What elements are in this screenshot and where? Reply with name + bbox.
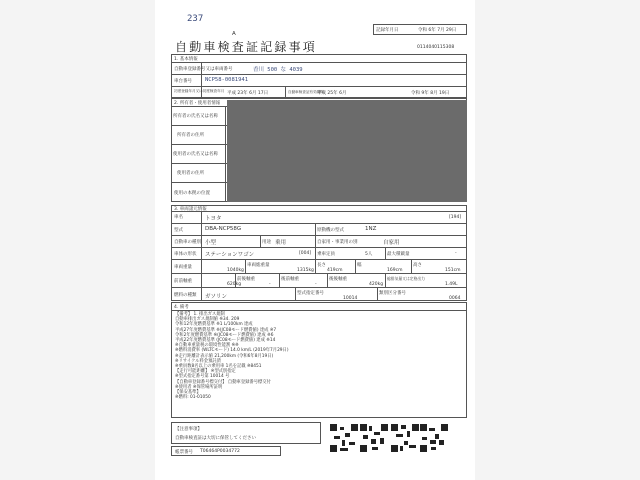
body-code: [004] bbox=[299, 251, 312, 256]
record-number-box bbox=[171, 446, 281, 456]
record-number-value: T06464P0034772 bbox=[200, 449, 240, 454]
handwritten-number: 237 bbox=[187, 14, 204, 24]
rear-axle-value: 420kg bbox=[369, 282, 384, 287]
remarks-line: 平成22年度燃費基準 (JC08モード燃費値) 達成 ※14 bbox=[175, 338, 276, 344]
body-label: 車体の形状 bbox=[174, 252, 197, 257]
maxload-label: 最大積載量 bbox=[387, 252, 410, 257]
fuel-label: 燃料の種類 bbox=[174, 293, 197, 298]
purpose-label: 自家用・事業用の別 bbox=[317, 240, 358, 245]
first-registration-value: 平成 23年 6月 17日 bbox=[227, 91, 269, 96]
user-name-label: 使用者の氏名又は名称 bbox=[173, 152, 218, 157]
owner-address-label: 所有者の住所 bbox=[177, 133, 204, 138]
validity-end-value: 令和 9年 8月 19日 bbox=[411, 91, 450, 96]
remarks-line: 自動車排出ガス規制値 ※34. 209 bbox=[175, 317, 240, 323]
length-value: 419cm bbox=[327, 268, 343, 273]
vin-value: NCP58-0081941 bbox=[205, 77, 249, 83]
length-label: 長さ bbox=[317, 263, 326, 268]
remarks-line: ※型式指定番号第 10014 号 bbox=[175, 374, 230, 380]
remarks-line: ※リサイクル料金預託済 bbox=[175, 358, 221, 364]
section-basic-heading: 1. 基本情報 bbox=[174, 57, 198, 62]
document-number: 0114040115308 bbox=[417, 45, 455, 50]
type-value: 小型 bbox=[205, 240, 217, 246]
category-value: 0064 bbox=[449, 296, 461, 301]
notes-heading: 【注意事項】 bbox=[175, 427, 202, 432]
record-date-value: 令和 6年 7月 29日 bbox=[418, 28, 457, 33]
maker-code: [194] bbox=[449, 215, 462, 220]
document-page bbox=[155, 0, 475, 480]
remarks-text bbox=[175, 312, 289, 400]
remarks-line: ※使用者 ※保管場所証明 bbox=[175, 384, 223, 390]
vin-label: 車台番号 bbox=[174, 79, 192, 84]
capacity-label: 乗車定員 bbox=[317, 252, 335, 257]
gross-weight-value: 1315kg bbox=[297, 268, 314, 273]
maker-label: 車名 bbox=[174, 215, 183, 220]
registration-label: 自動車登録番号又は車両番号 bbox=[174, 67, 233, 72]
capacity-value: 5人 bbox=[365, 252, 373, 257]
validity-label: 自動車検査証有効期間 bbox=[288, 90, 324, 94]
base-location-label: 使用の本拠の位置 bbox=[174, 191, 210, 196]
displacement-label: 総排気量又は定格出力 bbox=[387, 276, 425, 281]
rear-axle-label: 後後軸重 bbox=[329, 277, 347, 282]
corner-mark: A bbox=[232, 31, 236, 37]
remarks-line: 平成27年度燃費基準 ※(JC08モード燃費値) 達成 ※7 bbox=[175, 327, 277, 333]
remarks-line: 【備考】 1. 排出ガス規制 bbox=[175, 312, 225, 317]
owner-name-label: 所有者の氏名又は名称 bbox=[173, 114, 218, 119]
record-date-box bbox=[373, 24, 467, 35]
remarks-line: ※乗員数8名以上の乗用車 1名を記載 ※8451 bbox=[175, 364, 262, 370]
maxload-value: - bbox=[455, 251, 457, 256]
remarks-line: ※燃料消費率 (WLTCモード) 14.0 km/L (2019年7月29日) bbox=[175, 348, 289, 354]
qr-code-3 bbox=[391, 424, 419, 452]
model-label: 型式 bbox=[174, 228, 183, 233]
width-value: 169cm bbox=[387, 268, 403, 273]
model-value: DBA-NCP58G bbox=[205, 226, 242, 232]
ff-axle-value: - bbox=[269, 282, 271, 287]
record-date-label: 記録年月日 bbox=[376, 28, 399, 33]
engine-label: 原動機の型式 bbox=[317, 228, 344, 233]
height-value: 151cm bbox=[445, 268, 461, 273]
remarks-line: 令和2年度燃費基準 ※(JC08モード燃費値) 達成 ※6 bbox=[175, 332, 274, 338]
front-axle-label: 前前軸重 bbox=[174, 279, 192, 284]
engine-value: 1NZ bbox=[365, 226, 377, 232]
ff-axle-label: 前後軸重 bbox=[237, 277, 255, 282]
remarks-line: ※燃料: 01-01050 bbox=[175, 395, 211, 401]
maker-value: トヨタ bbox=[205, 216, 222, 222]
use-value: 乗用 bbox=[275, 240, 287, 246]
front-axle-value: 620kg bbox=[227, 282, 242, 287]
document-title: 自動車検査証記録事項 bbox=[175, 40, 318, 54]
remarks-line: 【保安基準】 bbox=[175, 390, 201, 396]
type-label: 自動車の種別 bbox=[174, 240, 201, 245]
weight-value: 1040kg bbox=[227, 268, 244, 273]
purpose-value: 自家用 bbox=[383, 240, 400, 246]
notes-box bbox=[171, 422, 321, 444]
gross-weight-label: 車両総重量 bbox=[247, 263, 270, 268]
first-registration-label: 初度登録年月又は初度検査年月 bbox=[174, 89, 225, 93]
category-label: 類別区分番号 bbox=[379, 291, 406, 296]
section-owner-heading: 2. 所有者・使用者情報 bbox=[174, 101, 221, 106]
qr-code-4 bbox=[420, 424, 448, 452]
remarks-line: 【走行可能距離】 ※型式別指定 bbox=[175, 369, 236, 375]
remarks-line: 令和12年度燃費基準 ※1 L/100km 達成 bbox=[175, 322, 253, 328]
section-vehicle-heading: 3. 車両諸元情報 bbox=[174, 207, 207, 212]
redacted-block bbox=[227, 100, 467, 202]
remarks-line: 【自動車登録番号標交付】 自動車登録番号標交付 bbox=[175, 379, 271, 385]
section-remarks-heading: 4. 備考 bbox=[174, 305, 189, 310]
validity-start-value: 平成 25年 6月 bbox=[317, 91, 347, 96]
body-value: ステーションワゴン bbox=[205, 252, 255, 258]
weight-label: 車両重量 bbox=[174, 265, 192, 270]
approval-label: 型式指定番号 bbox=[297, 291, 324, 296]
rf-axle-value: - bbox=[315, 282, 317, 287]
height-label: 高さ bbox=[413, 263, 422, 268]
approval-value: 10014 bbox=[343, 296, 358, 301]
notes-text: 自動車検査証は大切に保管してください bbox=[175, 436, 256, 441]
displacement-value: 1.49L bbox=[445, 282, 458, 287]
qr-code-1 bbox=[330, 424, 358, 452]
registration-value: 香川 500 な 4039 bbox=[253, 67, 303, 73]
fuel-value: ガソリン bbox=[205, 294, 228, 300]
remarks-line: ※自動車重量税の環境性能割 ※※ bbox=[175, 343, 239, 349]
rf-axle-label: 後前軸重 bbox=[281, 277, 299, 282]
use-label: 用途 bbox=[262, 240, 271, 245]
user-address-label: 使用者の住所 bbox=[177, 171, 204, 176]
record-number-label: 帳票番号 bbox=[175, 450, 193, 455]
remarks-line: ※走行距離計表示値 21,200km (令和6年8月19日) bbox=[175, 353, 274, 359]
qr-code-2 bbox=[360, 424, 388, 452]
width-label: 幅 bbox=[357, 263, 362, 268]
